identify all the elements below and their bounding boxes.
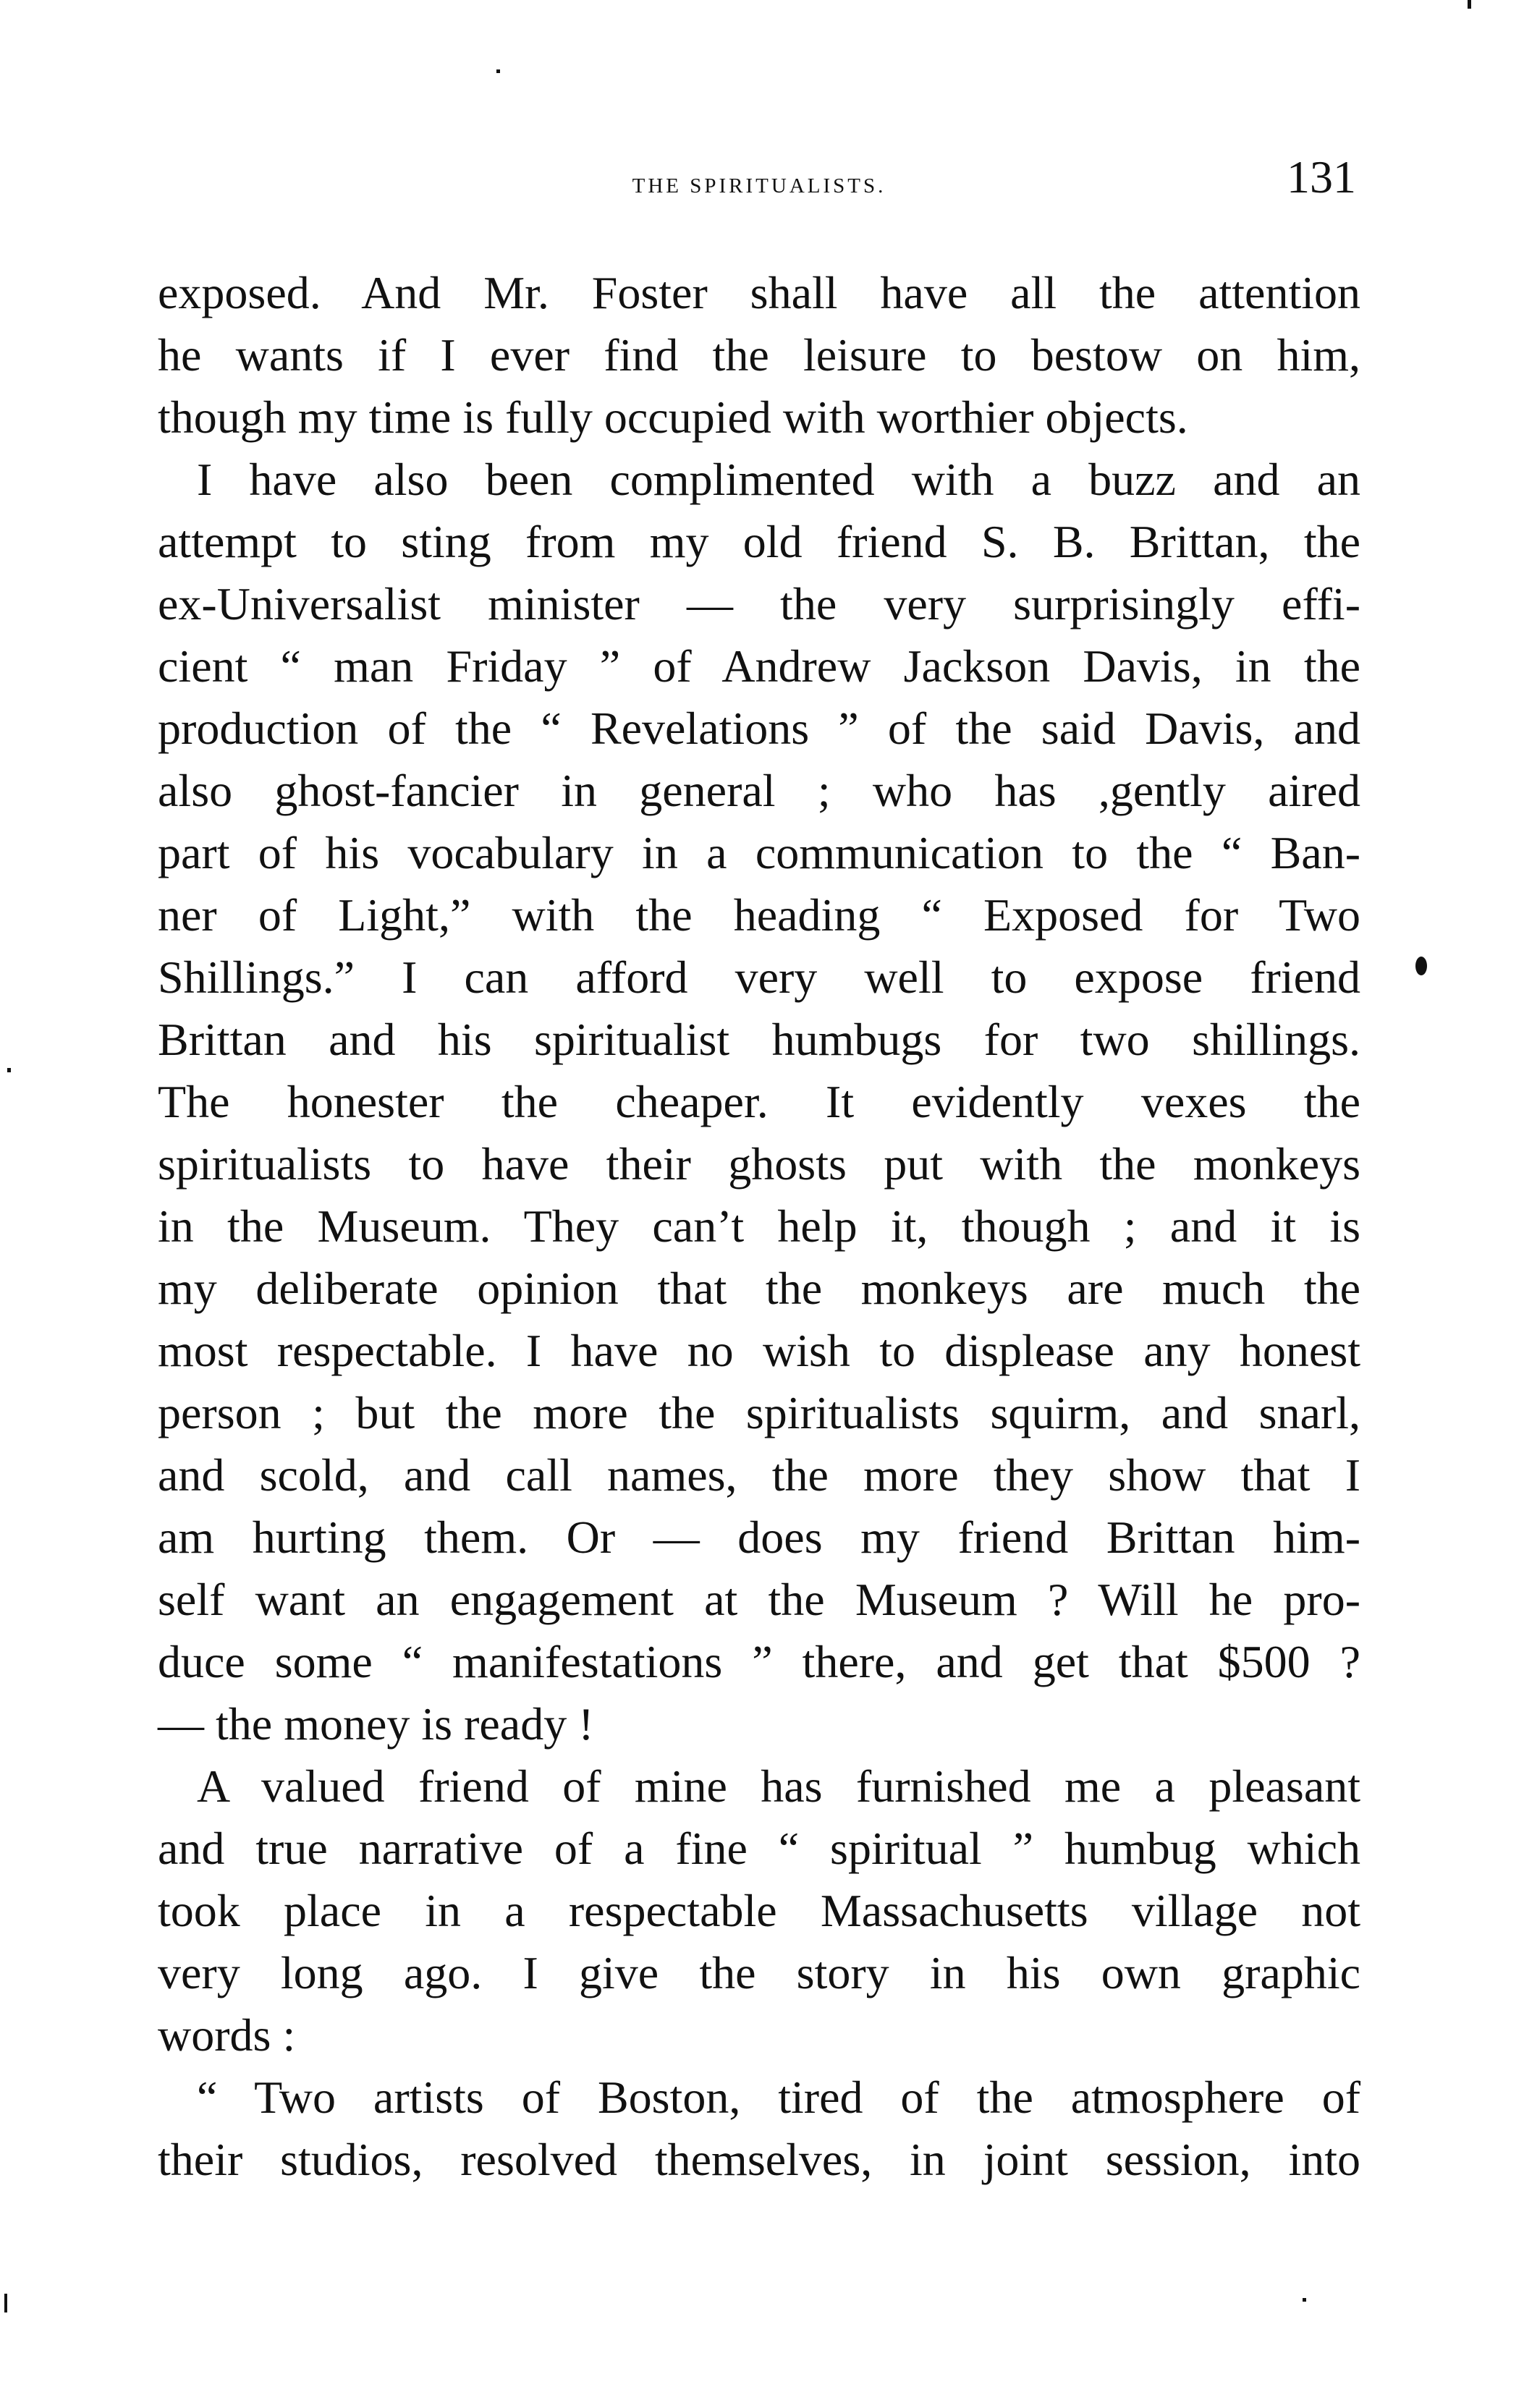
scan-speck — [1303, 2298, 1306, 2302]
text-line: in the Museum. They can’t help it, though ; and it is — [158, 1200, 1360, 1252]
text-line: very long ago. I give the story in his own graphic — [158, 1947, 1360, 1998]
running-head — [158, 150, 1360, 216]
text-line: person ; but the more the spiritualists squirm, and snarl, — [158, 1387, 1360, 1438]
text-line: I have also been complimented with a buzz and an — [197, 454, 1360, 505]
text-line: spiritualists to have their ghosts put with the monkeys — [158, 1138, 1360, 1190]
scan-speck — [1415, 957, 1427, 975]
text-line: cient “ man Friday ” of Andrew Jackson Davis, in the — [158, 640, 1360, 692]
text-line: Brittan and his spiritualist humbugs for two shillings. — [158, 1014, 1360, 1065]
scan-speck — [496, 69, 500, 73]
text-line: production of the “ Revelations ” of the said Davis, and — [158, 703, 1360, 754]
text-line: self want an engagement at the Museum ? Will he pro- — [158, 1574, 1360, 1625]
scan-speck — [7, 1068, 11, 1072]
text-line: — the money is ready ! — [158, 1698, 594, 1750]
text-line: and scold, and call names, the more they show that I — [158, 1449, 1360, 1501]
running-title: the spiritualists. — [632, 166, 886, 199]
text-line: though my time is fully occupied with worthier objects. — [158, 391, 1188, 443]
body-text — [158, 262, 1360, 2191]
text-line: exposed. And Mr. Foster shall have all the attention — [158, 267, 1360, 318]
text-line: my deliberate opinion that the monkeys are much the — [158, 1263, 1360, 1314]
text-line: also ghost-fancier in general ; who has ,gently aired — [158, 765, 1360, 816]
scan-speck — [1468, 0, 1471, 9]
text-line: Shillings.” I can afford very well to expose friend — [158, 951, 1360, 1003]
text-line: words : — [158, 2009, 296, 2061]
text-line: ner of Light,” with the heading “ Exposed for Two — [158, 889, 1360, 941]
text-line: duce some “ manifestations ” there, and get that $500 ? — [158, 1636, 1360, 1687]
text-line: he wants if I ever find the leisure to bestow on him, — [158, 329, 1360, 381]
text-line: “ Two artists of Boston, tired of the atmosphere of — [197, 2072, 1360, 2123]
text-line: their studios, resolved themselves, in joint session, into — [158, 2134, 1360, 2185]
scan-speck — [4, 2294, 7, 2312]
text-line: took place in a respectable Massachusetts village not — [158, 1885, 1360, 1936]
text-line: attempt to sting from my old friend S. B. Brittan, the — [158, 516, 1360, 567]
text-line: part of his vocabulary in a communication to the “ Ban- — [158, 827, 1360, 878]
text-line: ex-Universalist minister — the very surprisingly effi- — [158, 578, 1360, 629]
text-line: am hurting them. Or — does my friend Brittan him- — [158, 1512, 1360, 1563]
text-line: The honester the cheaper. It evidently vexes the — [158, 1076, 1360, 1127]
page-number: 131 — [1287, 151, 1356, 203]
text-line: most respectable. I have no wish to displease any honest — [158, 1325, 1360, 1376]
text-line: and true narrative of a fine “ spiritual ” humbug which — [158, 1823, 1360, 1874]
text-line: A valued friend of mine has furnished me a pleasant — [197, 1760, 1360, 1812]
